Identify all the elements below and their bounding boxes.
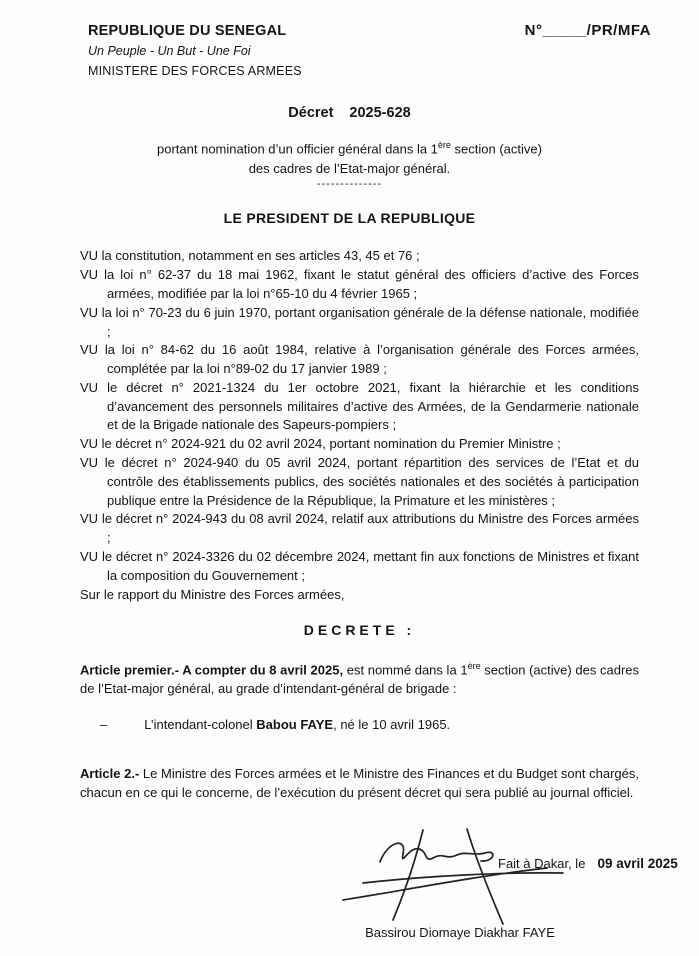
reference-number: N°_____/PR/MFA <box>524 22 651 39</box>
article-1-text-end: section (active) des cadres de l’Etat-major général, au grade d’intendant-général de brigade : <box>80 662 639 697</box>
dateline-label: Fait à Dakar, le <box>498 855 586 871</box>
nominee-rank: L’intendant-colonel <box>144 717 257 733</box>
ordinal-superscript: ère <box>437 140 451 151</box>
country-name: REPUBLIQUE DU SENEGAL <box>88 23 287 39</box>
visa-item: VU le décret n° 2024-3326 du 02 décembre 2024, mettant fin aux fonctions de Ministres et fixant la composition du Gouvernement ; <box>80 549 639 583</box>
visa-list <box>80 247 639 604</box>
list-dash: – <box>100 717 108 733</box>
document-header <box>0 0 699 80</box>
subject-line1-end: section (active) <box>450 141 542 157</box>
signature-icon <box>335 828 585 928</box>
national-motto: Un Peuple - Un But - Une Foi <box>88 43 251 58</box>
decree-label: Décret <box>288 105 334 122</box>
issuing-authority-block <box>88 22 302 80</box>
subject-line1: portant nomination d’un officier général dans la 1 <box>157 141 438 157</box>
decree-subject <box>0 136 699 177</box>
subject-line2: des cadres de l’Etat-major général. <box>248 160 451 176</box>
nominee-birthdate: , né le 10 avril 1965. <box>333 717 451 733</box>
nominee-name: Babou FAYE <box>256 717 334 733</box>
visa-item: VU la loi n° 70-23 du 6 juin 1970, portant organisation générale de la défense nationale, modifiée ; <box>80 304 639 339</box>
visa-item: VU le décret n° 2024-940 du 05 avril 2024, portant répartition des services de l’Etat et du contrôle des établissements publics, des sociétés nationales et des sociétés à participation publique entre la Présidence de la République, la Primature et les ministères ; <box>80 455 639 508</box>
ministry-name: MINISTERE DES FORCES ARMEES <box>88 63 302 78</box>
authority-heading: LE PRESIDENT DE LA REPUBLIQUE <box>223 209 476 226</box>
decree-heading: DECRETE : <box>303 622 416 639</box>
article-1-text: est nommé dans la 1 <box>343 662 468 678</box>
article-2 <box>80 765 639 803</box>
article-2-lead: Article 2.- <box>80 765 140 781</box>
article-1-lead: Article premier.- A compter du 8 avril 2025, <box>80 662 344 678</box>
document-body <box>0 247 699 873</box>
decree-number-value: 2025-628 <box>349 105 411 122</box>
visa-item: VU le décret n° 2021-1324 du 1er octobre 2021, fixant la hiérarchie et les conditions d’avancement des personnels militaires d’active des Armées, de la Gendarmerie nationale et de la Brigade nationale des Sapeurs-pompiers ; <box>80 379 639 433</box>
article-1 <box>80 657 639 699</box>
nominee-text <box>144 716 450 735</box>
signature-block <box>320 828 600 943</box>
visa-item: VU la loi n° 84-62 du 16 août 1984, relative à l’organisation générale des Forces armées, complétée par la loi n°89-02 du 17 janvier 1989 ; <box>80 342 639 377</box>
nominee-item <box>80 716 639 735</box>
decree-title <box>0 104 699 123</box>
report-line: Sur le rapport du Ministre des Forces armées, <box>80 586 345 602</box>
visa-item: VU la loi n° 62-37 du 18 mai 1962, fixant le statut général des officiers d’active des Forces armées, modifiée par la loi n°65-10 du 4 février 1965 ; <box>80 267 639 301</box>
section-separator: -------------- <box>316 177 383 190</box>
dateline-date: 09 avril 2025 <box>597 855 678 871</box>
signatory-name: Bassirou Diomaye Diakhar FAYE <box>365 925 555 940</box>
ordinal-superscript: ère <box>467 661 481 672</box>
visa-item: VU le décret n° 2024-921 du 02 avril 2024, portant nomination du Premier Ministre ; <box>80 436 561 452</box>
visa-item: VU le décret n° 2024-943 du 08 avril 2024, relatif aux attributions du Ministre des Forces armées ; <box>80 511 639 546</box>
article-2-text: Le Ministre des Forces armées et le Ministre des Finances et du Budget sont chargés, chacun en ce qui le concerne, de l’exécution du présent décret qui sera publié au journal officiel. <box>80 765 639 800</box>
visa-item: VU la constitution, notamment en ses articles 43, 45 et 76 ; <box>80 248 420 264</box>
